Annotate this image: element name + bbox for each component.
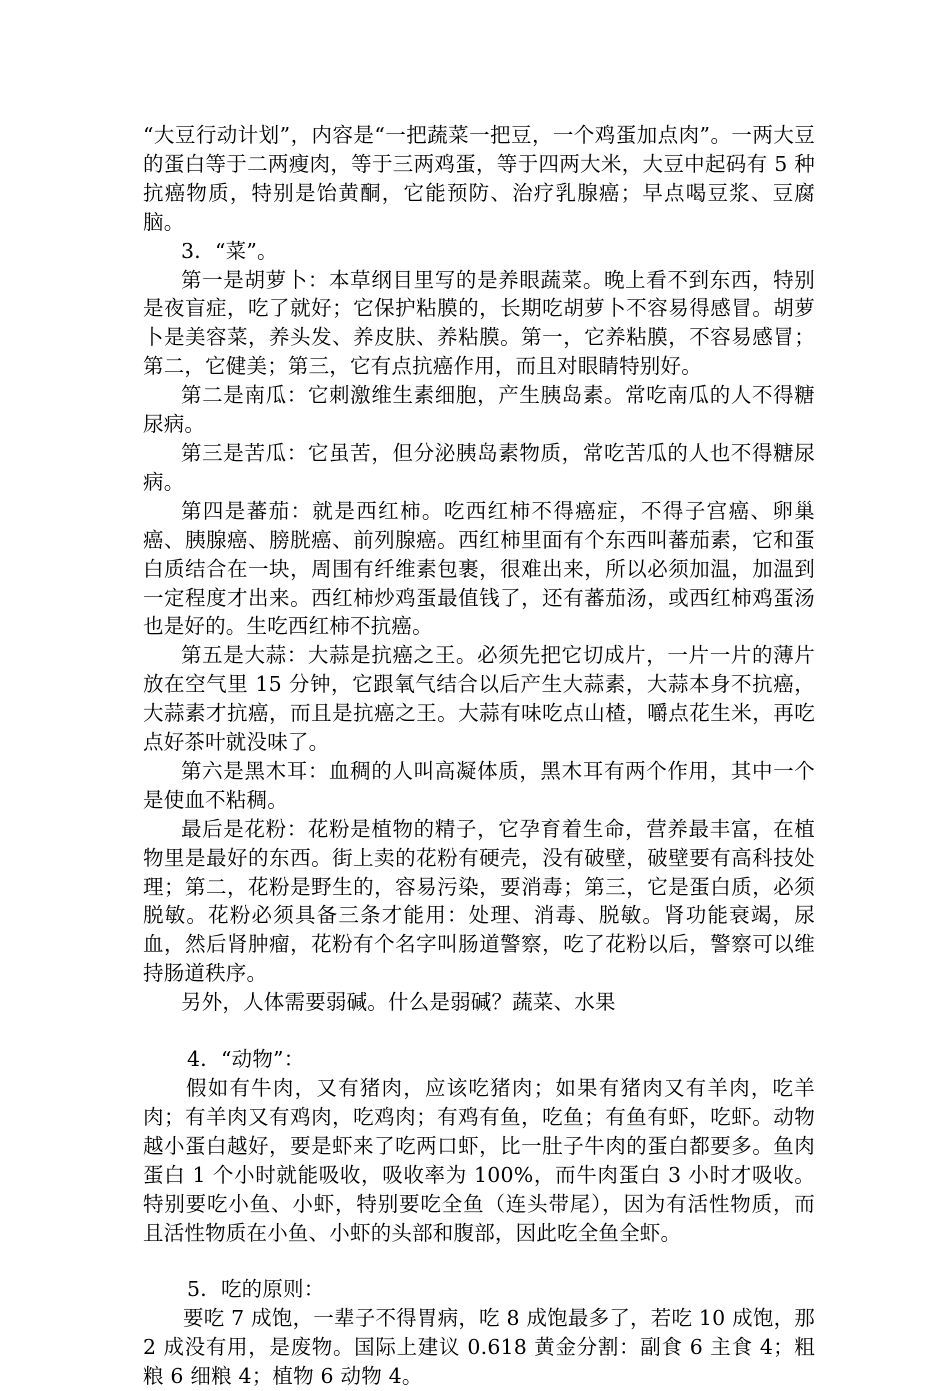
heading-animals: 4．“动物”： bbox=[187, 1047, 305, 1072]
paragraph-garlic: 第五是大蒜：大蒜是抗癌之王。必须先把它切成片，一片一片的薄片放在空气里 15 分钟，它跟氧气结合以后产生大蒜素，大蒜本身不抗癌，大蒜素才抗癌，而且是抗癌之王。大蒜有味吃点山楂，嚼点花生米，再吃点好茶叶就没味了。 bbox=[143, 643, 815, 755]
paragraph-pumpkin: 第二是南瓜：它刺激维生素细胞，产生胰岛素。常吃南瓜的人不得糖尿病。 bbox=[143, 383, 815, 437]
paragraph-bitter-melon: 第三是苦瓜：它虽苦，但分泌胰岛素物质，常吃苦瓜的人也不得糖尿病。 bbox=[143, 440, 815, 494]
paragraph-soybean-plan: “大豆行动计划”，内容是“一把蔬菜一把豆，一个鸡蛋加点肉”。一两大豆的蛋白等于二两瘦肉，等于三两鸡蛋，等于四两大米，大豆中起码有 5 种抗癌物质，特别是饴黄酮，它能预防、治疗乳腺癌；早点喝豆浆、豆腐脑。 bbox=[143, 123, 815, 234]
paragraph-black-fungus: 第六是黑木耳：血稠的人叫高凝体质，黑木耳有两个作用，其中一个是使血不粘稠。 bbox=[143, 758, 815, 812]
document-page bbox=[143, 121, 815, 1391]
heading-eating-principles: 5．吃的原则： bbox=[187, 1277, 325, 1302]
paragraph-pollen: 最后是花粉：花粉是植物的精子，它孕育着生命，营养最丰富，在植物里是最好的东西。街上卖的花粉有硬壳，没有破壁，破壁要有高科技处理；第二，花粉是野生的，容易污染，要消毒；第三，它是蛋白质，必须脱敏。花粉必须具备三条才能用：处理、消毒、脱敏。肾功能衰竭，尿血，然后肾肿瘤，花粉有个名字叫肠道警察，吃了花粉以后，警察可以维持肠道秩序。 bbox=[143, 816, 815, 986]
paragraph-eating-principles: 要吃 7 成饱，一辈子不得胃病，吃 8 成饱最多了，若吃 10 成饱，那 2 成没有用，是废物。国际上建议 0.618 黄金分割：副食 6 主食 4；粗粮 6 细粮 4；植物 6 动物 4。 bbox=[143, 1306, 815, 1389]
heading-vegetables: 3．“菜”。 bbox=[181, 238, 278, 263]
paragraph-weak-alkali: 另外，人体需要弱碱。什么是弱碱？蔬菜、水果 bbox=[181, 990, 616, 1015]
spacer bbox=[143, 1247, 815, 1275]
spacer bbox=[143, 1017, 815, 1045]
paragraph-animal-protein: 假如有牛肉，又有猪肉，应该吃猪肉；如果有猪肉又有羊肉，吃羊肉；有羊肉又有鸡肉，吃鸡肉；有鸡有鱼，吃鱼；有鱼有虾，吃虾。动物越小蛋白越好，要是虾来了吃两口虾，比一肚子牛肉的蛋白都要多。鱼肉蛋白 1 个小时就能吸收，吸收率为 100%，而牛肉蛋白 3 小时才吸收。特别要吃小鱼、小虾，特别要吃全鱼（连头带尾），因为有活性物质，而且活性物质在小鱼、小虾的头部和腹部，因此吃全鱼全虾。 bbox=[143, 1076, 815, 1245]
paragraph-carrot: 第一是胡萝卜：本草纲目里写的是养眼蔬菜。晚上看不到东西，特别是夜盲症，吃了就好；它保护粘膜的，长期吃胡萝卜不容易得感冒。胡萝卜是美容菜，养头发、养皮肤、养粘膜。第一，它养粘膜，不容易感冒；第二，它健美；第三，它有点抗癌作用，而且对眼睛特别好。 bbox=[143, 267, 815, 379]
paragraph-tomato: 第四是蕃茄：就是西红柿。吃西红柿不得癌症，不得子宫癌、卵巢癌、胰腺癌、膀胱癌、前列腺癌。西红柿里面有个东西叫蕃茄素，它和蛋白质结合在一块，周围有纤维素包裹，很难出来，所以必须加温，加温到一定程度才出来。西红柿炒鸡蛋最值钱了，还有蕃茄汤，或西红柿鸡蛋汤也是好的。生吃西红柿不抗癌。 bbox=[143, 498, 815, 639]
